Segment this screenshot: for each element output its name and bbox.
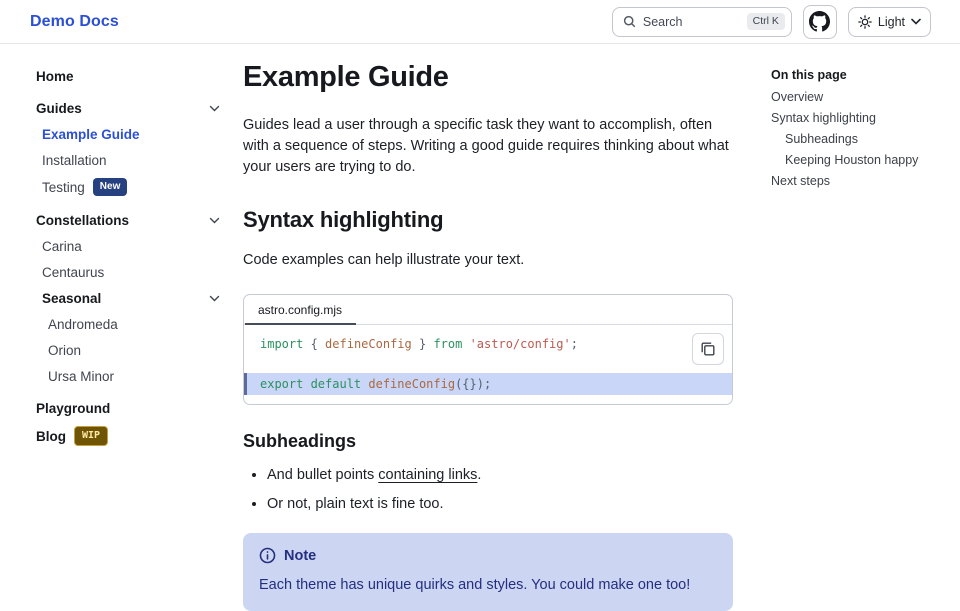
toc-link-subheadings[interactable]: Subheadings — [785, 132, 858, 146]
code-token: { — [303, 337, 326, 351]
toc-link-overview[interactable]: Overview — [771, 90, 824, 104]
toc-title: On this page — [771, 68, 847, 82]
sidebar-item-blog[interactable]: Blog — [36, 428, 66, 444]
sidebar-group-label: Constellations — [36, 212, 130, 228]
code-token: ({}); — [455, 377, 492, 391]
sidebar-item-andromeda[interactable]: Andromeda — [48, 316, 118, 332]
section-heading-syntax-highlighting: Syntax highlighting — [243, 207, 444, 232]
theme-select[interactable] — [848, 7, 931, 37]
sidebar-item-testing[interactable]: Testing — [42, 179, 85, 195]
sidebar-item-home[interactable]: Home — [36, 68, 74, 84]
list-item-text: Or not, plain text is fine too. — [267, 496, 444, 512]
new-badge: New — [93, 178, 128, 196]
code-token: defineConfig — [325, 337, 412, 351]
github-icon — [809, 11, 830, 32]
note-title: Note — [284, 547, 317, 564]
list-item-text: And bullet points — [267, 467, 379, 483]
code-token: from — [433, 337, 463, 351]
search-input[interactable] — [612, 7, 792, 37]
header-controls — [612, 5, 931, 39]
sidebar-group-label: Seasonal — [42, 290, 102, 306]
note-callout — [243, 533, 733, 611]
containing-links-link[interactable]: containing links — [378, 467, 478, 483]
code-line-highlighted — [244, 373, 732, 395]
sidebar-item-example-guide[interactable]: Example Guide — [42, 126, 140, 142]
copy-code-button[interactable] — [692, 333, 724, 365]
sidebar-group-constellations[interactable] — [36, 212, 220, 228]
note-body: Each theme has unique quirks and styles. You could make one too! — [259, 577, 691, 593]
toc-link-keeping-houston-happy[interactable]: Keeping Houston happy — [785, 153, 919, 167]
main-content — [243, 60, 733, 611]
toc-link-next-steps[interactable]: Next steps — [771, 174, 831, 188]
chevron-down-icon — [209, 217, 220, 224]
code-area — [244, 325, 732, 404]
site-logo[interactable]: Demo Docs — [30, 12, 119, 30]
wip-badge: WIP — [74, 426, 108, 446]
note-header — [259, 547, 717, 564]
code-block — [243, 294, 733, 405]
code-token: export default — [260, 377, 362, 391]
section-paragraph: Code examples can help illustrate your text. — [243, 252, 525, 268]
sidebar-item-playground[interactable]: Playground — [36, 400, 111, 416]
code-line — [244, 333, 732, 355]
code-token: } — [411, 337, 434, 351]
sidebar-item-centaurus[interactable]: Centaurus — [42, 264, 105, 280]
search-placeholder: Search — [642, 14, 683, 29]
code-token: 'astro/config' — [462, 337, 571, 351]
intro-paragraph: Guides lead a user through a specific task they want to accomplish, often with a sequence of steps. Writing a good guide requires thinking about what your users are trying to do. — [243, 117, 729, 175]
chevron-down-icon — [911, 18, 921, 25]
sidebar-item-installation[interactable]: Installation — [42, 152, 107, 168]
sidebar-item-carina[interactable]: Carina — [42, 238, 82, 254]
sidebar-group-seasonal[interactable] — [36, 290, 220, 306]
toc-link-syntax-highlighting[interactable]: Syntax highlighting — [771, 111, 876, 125]
section-heading-subheadings: Subheadings — [243, 431, 357, 451]
search-icon — [623, 15, 636, 28]
list-item — [267, 465, 733, 486]
theme-label: Light — [877, 14, 905, 29]
code-tabbar — [244, 295, 732, 325]
chevron-down-icon — [209, 295, 220, 302]
sidebar-group-label: Guides — [36, 100, 82, 116]
code-line — [244, 355, 732, 373]
sidebar-nav — [36, 68, 220, 456]
code-filename-tab: astro.config.mjs — [245, 295, 356, 325]
site-header — [0, 0, 960, 44]
info-icon — [259, 547, 276, 564]
search-shortcut-kbd: Ctrl K — [747, 13, 785, 30]
sidebar-item-orion[interactable]: Orion — [48, 342, 82, 358]
page-title: Example Guide — [243, 61, 449, 93]
sun-icon — [858, 15, 872, 29]
on-this-page-nav — [771, 68, 941, 187]
code-token: defineConfig — [361, 377, 456, 391]
sidebar-group-guides[interactable] — [36, 100, 220, 116]
list-item — [267, 494, 733, 515]
code-token: import — [260, 337, 304, 351]
copy-icon — [700, 341, 716, 357]
github-button[interactable] — [803, 5, 837, 39]
sidebar-item-ursa-minor[interactable]: Ursa Minor — [48, 368, 115, 384]
bullet-list — [243, 465, 733, 515]
code-token: ; — [570, 337, 578, 351]
list-item-text: . — [477, 467, 482, 483]
chevron-down-icon — [209, 105, 220, 112]
